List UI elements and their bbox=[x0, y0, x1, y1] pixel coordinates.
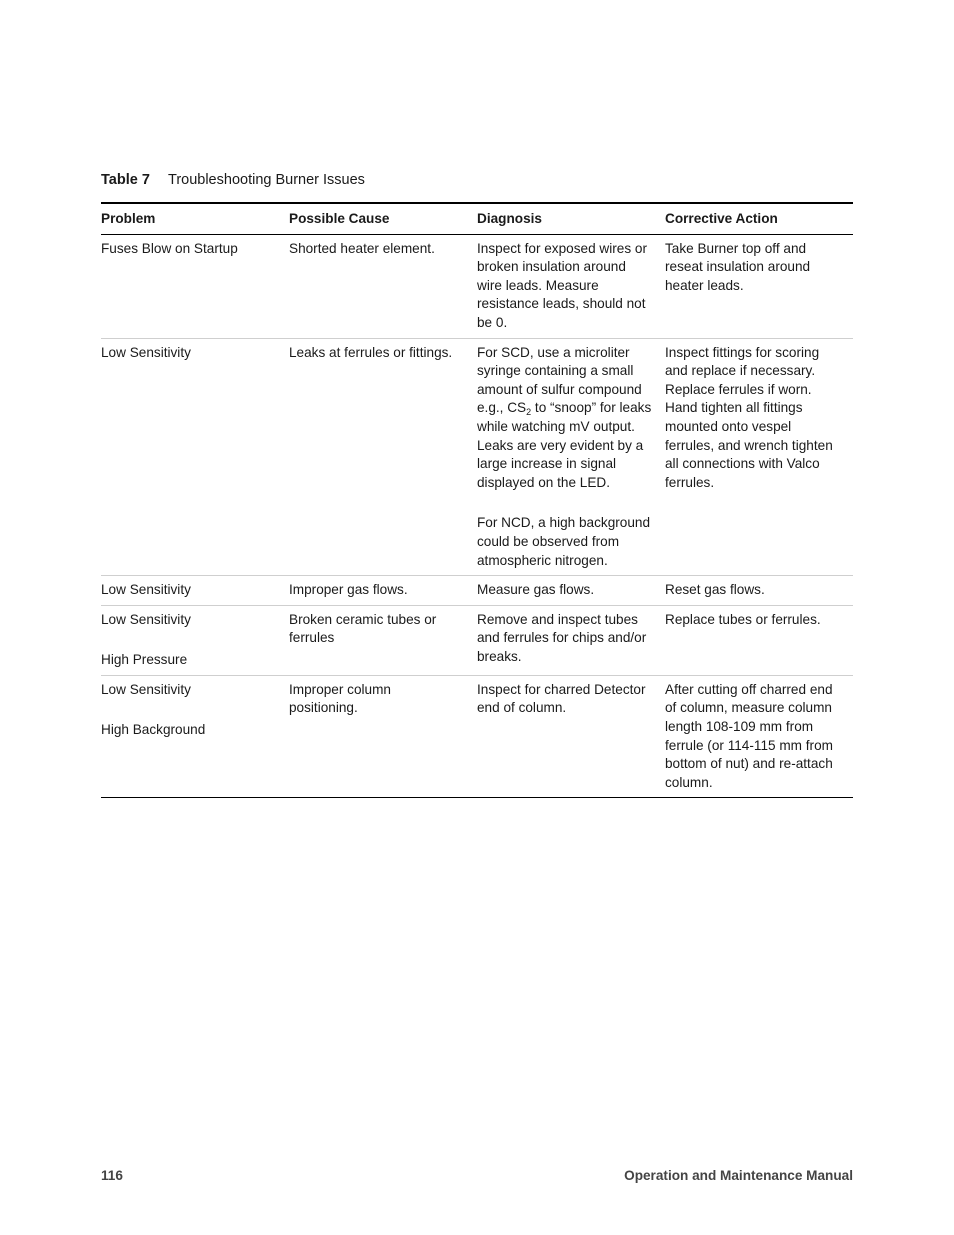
header-corrective-action: Corrective Action bbox=[665, 211, 778, 226]
action-cell: Replace tubes or ferrules. bbox=[665, 611, 821, 627]
diagnosis-cell bbox=[477, 339, 665, 576]
problem-text-secondary: High Pressure bbox=[101, 652, 188, 668]
cause-cell: Leaks at ferrules or fittings. bbox=[289, 344, 453, 360]
header-diagnosis: Diagnosis bbox=[477, 211, 542, 226]
action-cell: Inspect fittings for scoring and replace if necessary. Replace ferrules if worn. Hand tighten all fittings mounted onto vespel ferrules, and wrench tighten all connections with Valco ferrules. bbox=[665, 344, 833, 490]
table-row bbox=[101, 339, 853, 577]
subscript: 2 bbox=[526, 407, 532, 418]
problem-text: Fuses Blow on Startup bbox=[101, 240, 238, 256]
diagnosis-cell: Measure gas flows. bbox=[477, 582, 595, 598]
diagnosis-scd-text: For SCD, use a microliter syringe containing a small amount of sulfur compound e.g., CS bbox=[477, 344, 642, 416]
table-row bbox=[101, 676, 853, 798]
table-row bbox=[101, 235, 853, 339]
cause-cell: Shorted heater element. bbox=[289, 240, 435, 256]
cause-cell: Improper column positioning. bbox=[289, 681, 391, 716]
cause-cell: Broken ceramic tubes or ferrules bbox=[289, 611, 437, 646]
problem-text: Low Sensitivity bbox=[101, 344, 191, 360]
cause-cell: Improper gas flows. bbox=[289, 582, 408, 598]
problem-text-secondary: High Background bbox=[101, 722, 206, 738]
table-caption bbox=[101, 172, 365, 188]
problem-text: Low Sensitivity bbox=[101, 611, 191, 627]
table-number: Table 7 bbox=[101, 172, 150, 188]
problem-text: Low Sensitivity bbox=[101, 681, 191, 697]
problem-text: Low Sensitivity bbox=[101, 582, 191, 598]
page-number: 116 bbox=[101, 1168, 123, 1183]
table-row bbox=[101, 606, 853, 676]
problem-cell bbox=[101, 606, 289, 675]
problem-cell bbox=[101, 576, 289, 605]
diagnosis-scd-text-cont: to “snoop” for leaks while watching mV output. Leaks are very evident by a large increase in signal displayed on the LED. bbox=[477, 400, 652, 490]
diagnosis-cell: Inspect for exposed wires or broken insulation around wire leads. Measure resistance leads, should not be 0. bbox=[477, 240, 648, 330]
header-possible-cause: Possible Cause bbox=[289, 211, 390, 226]
diagnosis-cell: Inspect for charred Detector end of column. bbox=[477, 681, 646, 716]
header-problem: Problem bbox=[101, 211, 156, 226]
action-cell: Reset gas flows. bbox=[665, 582, 765, 598]
manual-title: Operation and Maintenance Manual bbox=[624, 1168, 853, 1183]
diagnosis-cell: Remove and inspect tubes and ferrules for chips and/or breaks. bbox=[477, 611, 647, 664]
diagnosis-ncd-text: For NCD, a high background could be observed from atmospheric nitrogen. bbox=[477, 515, 651, 568]
problem-cell bbox=[101, 676, 289, 798]
table-row bbox=[101, 576, 853, 606]
problem-cell bbox=[101, 235, 289, 338]
action-cell: Take Burner top off and reseat insulation around heater leads. bbox=[665, 240, 811, 293]
table-header-row bbox=[101, 204, 853, 235]
action-cell: After cutting off charred end of column, measure column length 108-109 mm from ferrule (or 114-115 mm from bottom of nut) and re-attach column. bbox=[665, 681, 833, 790]
problem-cell bbox=[101, 339, 289, 576]
troubleshooting-table bbox=[101, 202, 853, 798]
table-title: Troubleshooting Burner Issues bbox=[168, 172, 365, 188]
